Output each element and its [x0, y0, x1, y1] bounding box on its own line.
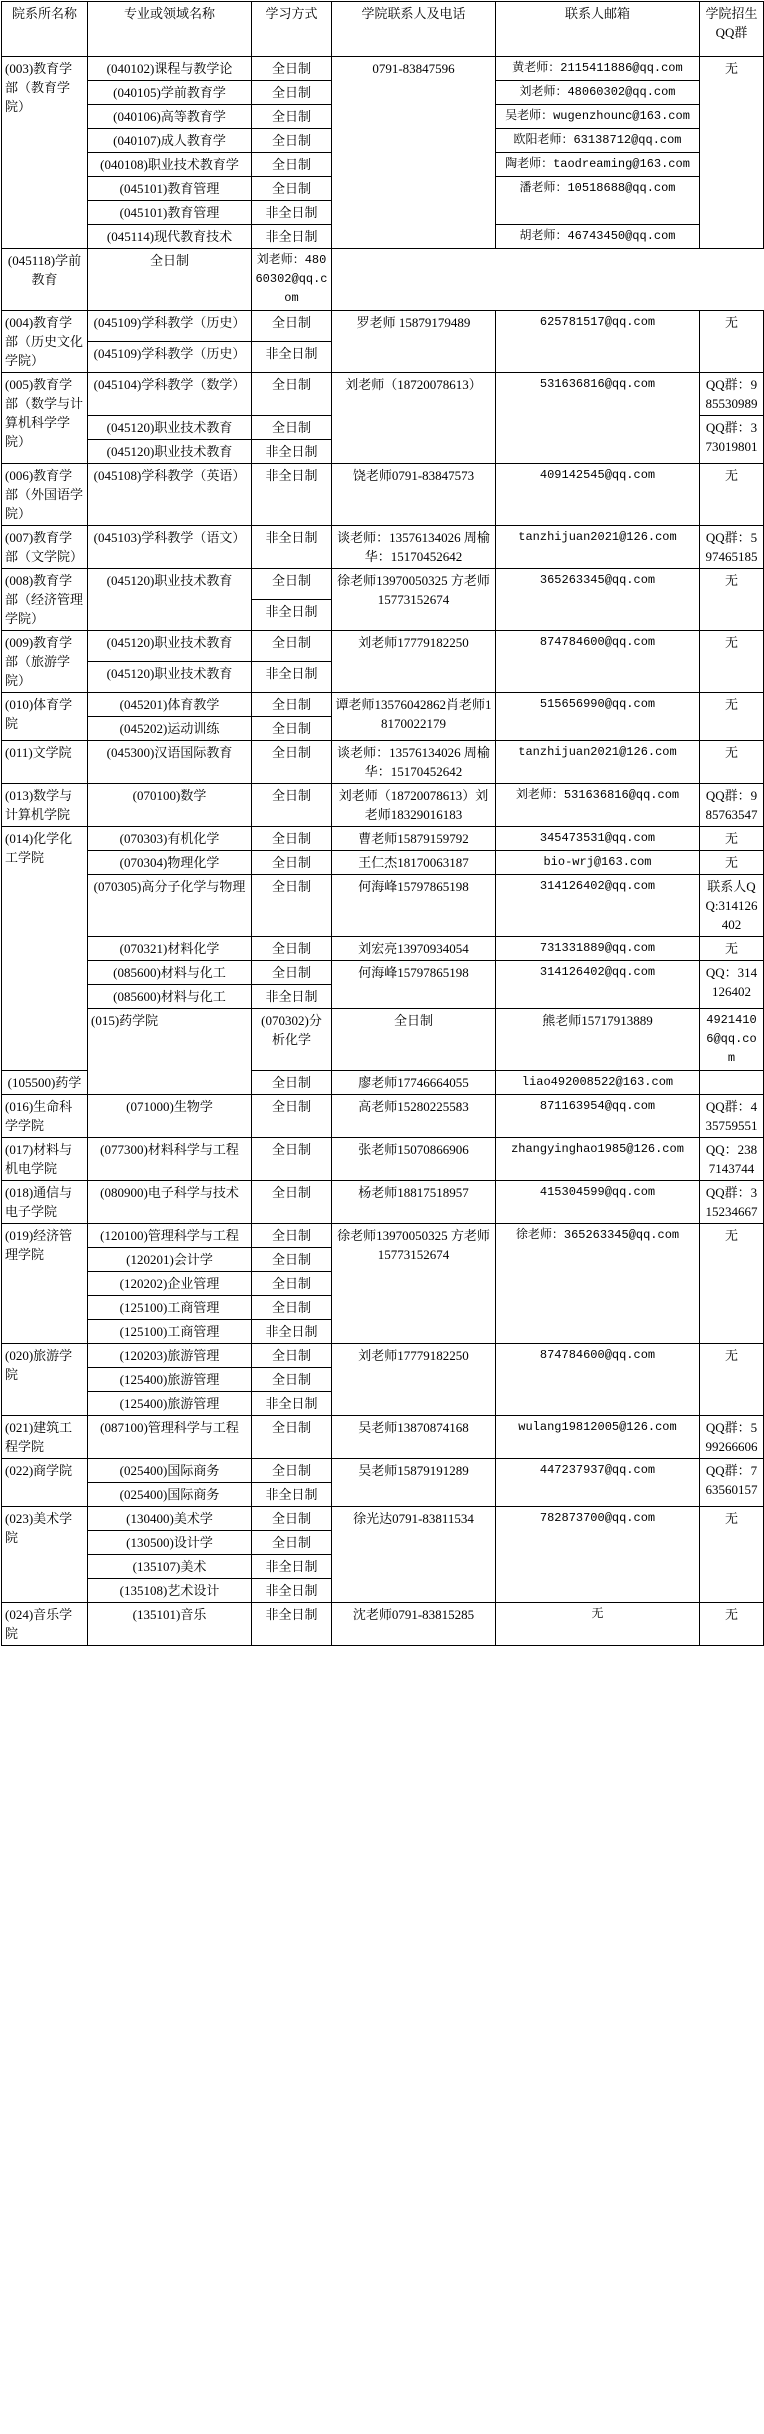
study-mode-cell: 非全日制 [252, 201, 332, 225]
email-cell: wulang19812005@126.com [496, 1416, 700, 1459]
major-cell: (071000)生物学 [88, 1095, 252, 1138]
qq-group-cell: QQ群：985763547 [700, 784, 764, 827]
major-cell: (045109)学科教学（历史） [88, 311, 252, 342]
qq-group-cell: QQ群：763560157 [700, 1459, 764, 1507]
study-mode-cell: 非全日制 [252, 464, 332, 526]
study-mode-cell: 非全日制 [252, 1320, 332, 1344]
table-row [2, 1344, 764, 1368]
contact-cell: 王仁杰18170063187 [332, 851, 496, 875]
major-cell: (080900)电子科学与技术 [88, 1181, 252, 1224]
qq-group-cell: 无 [700, 569, 764, 631]
email-cell: 871163954@qq.com [496, 1095, 700, 1138]
major-cell: (045300)汉语国际教育 [88, 741, 252, 784]
major-cell: (135101)音乐 [88, 1603, 252, 1646]
email-cell: 409142545@qq.com [496, 464, 700, 526]
study-mode-cell: 全日制 [252, 1368, 332, 1392]
table-row [2, 1095, 764, 1138]
study-mode-cell: 全日制 [252, 937, 332, 961]
qq-group-cell: QQ群：315234667 [700, 1181, 764, 1224]
college-cell: (013)数学与计算机学院 [2, 784, 88, 827]
study-mode-cell: 全日制 [332, 1009, 496, 1071]
college-cell: (010)体育学院 [2, 693, 88, 741]
study-mode-cell: 全日制 [252, 1272, 332, 1296]
major-cell: (120203)旅游管理 [88, 1344, 252, 1368]
major-cell: (125400)旅游管理 [88, 1392, 252, 1416]
study-mode-cell: 全日制 [252, 1181, 332, 1224]
major-cell: (070304)物理化学 [88, 851, 252, 875]
table-row [2, 851, 764, 875]
contact-cell: 刘宏亮13970934054 [332, 937, 496, 961]
email-cell: 782873700@qq.com [496, 1507, 700, 1603]
college-cell: (024)音乐学院 [2, 1603, 88, 1646]
study-mode-cell: 全日制 [252, 961, 332, 985]
qq-group-cell: 无 [700, 631, 764, 693]
contact-cell: 吴老师15879191289 [332, 1459, 496, 1507]
study-mode-cell: 非全日制 [252, 526, 332, 569]
header-contact: 学院联系人及电话 [332, 2, 496, 57]
college-cell: (003)教育学部（教育学院） [2, 57, 88, 249]
major-cell: (070100)数学 [88, 784, 252, 827]
study-mode-cell: 全日制 [252, 57, 332, 81]
college-cell: (011)文学院 [2, 741, 88, 784]
email-cell: 874784600@qq.com [496, 631, 700, 693]
contact-cell: 杨老师18817518957 [332, 1181, 496, 1224]
email-cell: 欧阳老师：63138712@qq.com [496, 129, 700, 153]
contact-cell: 刘老师17779182250 [332, 1344, 496, 1416]
table-row [2, 631, 764, 662]
email-cell: 314126402@qq.com [496, 961, 700, 1009]
major-cell: (125100)工商管理 [88, 1320, 252, 1344]
email-cell: 徐老师：365263345@qq.com [496, 1224, 700, 1344]
study-mode-cell: 非全日制 [252, 1483, 332, 1507]
table-row [2, 249, 764, 311]
major-cell: (130500)设计学 [88, 1531, 252, 1555]
study-mode-cell: 非全日制 [252, 985, 332, 1009]
table-row [2, 1459, 764, 1483]
header-row [2, 2, 764, 57]
major-cell: (045120)职业技术教育 [88, 440, 252, 464]
contact-cell: 谈老师：13576134026 周榆华：15170452642 [332, 526, 496, 569]
college-cell: (014)化学化工学院 [2, 827, 88, 1071]
study-mode-cell: 非全日制 [252, 1555, 332, 1579]
email-cell: 447237937@qq.com [496, 1459, 700, 1507]
email-cell: tanzhijuan2021@126.com [496, 741, 700, 784]
table-row [2, 875, 764, 937]
major-cell: (070321)材料化学 [88, 937, 252, 961]
major-cell: (077300)材料科学与工程 [88, 1138, 252, 1181]
contact-cell: 谭老师13576042862肖老师18170022179 [332, 693, 496, 741]
table-row [2, 937, 764, 961]
study-mode-cell: 非全日制 [252, 1392, 332, 1416]
major-cell: (120201)会计学 [88, 1248, 252, 1272]
qq-group-cell: 无 [700, 1344, 764, 1416]
table-row [2, 1507, 764, 1531]
major-cell: (040105)学前教育学 [88, 81, 252, 105]
table-row [2, 1603, 764, 1646]
qq-group-cell: QQ：2387143744 [700, 1138, 764, 1181]
table-row [2, 1138, 764, 1181]
major-cell: (087100)管理科学与工程 [88, 1416, 252, 1459]
table-row [2, 827, 764, 851]
qq-group-cell: QQ群：985530989 [700, 373, 764, 416]
contact-cell: 高老师15280225583 [332, 1095, 496, 1138]
college-cell: (017)材料与机电学院 [2, 1138, 88, 1181]
table-row [2, 1181, 764, 1224]
major-cell: (070305)高分子化学与物理 [88, 875, 252, 937]
email-cell: 49214106@qq.com [700, 1009, 764, 1071]
study-mode-cell: 全日制 [252, 129, 332, 153]
contact-cell: 饶老师0791-83847573 [332, 464, 496, 526]
study-mode-cell: 全日制 [252, 631, 332, 662]
major-cell: (125100)工商管理 [88, 1296, 252, 1320]
major-cell: (025400)国际商务 [88, 1483, 252, 1507]
major-cell: (045109)学科教学（历史） [88, 342, 252, 373]
contact-cell: 刘老师（18720078613） [332, 373, 496, 464]
major-cell: (045120)职业技术教育 [88, 416, 252, 440]
study-mode-cell: 非全日制 [252, 225, 332, 249]
major-cell: (025400)国际商务 [88, 1459, 252, 1483]
major-cell: (045108)学科教学（英语） [88, 464, 252, 526]
study-mode-cell: 全日制 [252, 851, 332, 875]
header-qq-group: 学院招生QQ群 [700, 2, 764, 57]
study-mode-cell: 全日制 [252, 784, 332, 827]
study-mode-cell: 全日制 [252, 741, 332, 784]
study-mode-cell: 全日制 [252, 153, 332, 177]
qq-group-cell: 无 [700, 57, 764, 249]
major-cell: (070302)分析化学 [252, 1009, 332, 1071]
study-mode-cell: 非全日制 [252, 1579, 332, 1603]
table-row [2, 526, 764, 569]
qq-group-cell: QQ：314126402 [700, 961, 764, 1009]
major-cell: (040102)课程与教学论 [88, 57, 252, 81]
contact-cell: 徐老师13970050325 方老师15773152674 [332, 1224, 496, 1344]
email-cell: 531636816@qq.com [496, 373, 700, 464]
qq-group-cell: 无 [700, 827, 764, 851]
qq-group-cell: 无 [700, 311, 764, 373]
table-row [2, 693, 764, 717]
study-mode-cell: 全日制 [252, 177, 332, 201]
study-mode-cell: 全日制 [252, 1248, 332, 1272]
email-cell: 415304599@qq.com [496, 1181, 700, 1224]
header-college: 院系所名称 [2, 2, 88, 57]
qq-group-cell: 无 [700, 851, 764, 875]
contact-cell: 0791-83847596 [332, 57, 496, 249]
study-mode-cell: 非全日制 [252, 342, 332, 373]
major-cell: (085600)材料与化工 [88, 985, 252, 1009]
study-mode-cell: 非全日制 [252, 600, 332, 631]
major-cell: (045104)学科教学（数学） [88, 373, 252, 416]
major-cell: (045120)职业技术教育 [88, 631, 252, 662]
study-mode-cell: 全日制 [252, 717, 332, 741]
study-mode-cell: 全日制 [252, 105, 332, 129]
college-cell: (023)美术学院 [2, 1507, 88, 1603]
email-cell: 365263345@qq.com [496, 569, 700, 631]
table-row [2, 311, 764, 342]
contact-cell: 曹老师15879159792 [332, 827, 496, 851]
study-mode-cell: 全日制 [252, 827, 332, 851]
study-mode-cell: 全日制 [252, 311, 332, 342]
college-cell: (004)教育学部（历史文化学院） [2, 311, 88, 373]
contact-cell: 廖老师17746664055 [332, 1071, 496, 1095]
study-mode-cell: 非全日制 [252, 1603, 332, 1646]
major-cell: (135107)美术 [88, 1555, 252, 1579]
major-cell: (130400)美术学 [88, 1507, 252, 1531]
qq-group-cell: 无 [700, 1507, 764, 1603]
email-cell: bio-wrj@163.com [496, 851, 700, 875]
major-cell: (040107)成人教育学 [88, 129, 252, 153]
study-mode-cell: 非全日制 [252, 662, 332, 693]
major-cell: (135108)艺术设计 [88, 1579, 252, 1603]
study-mode-cell: 全日制 [252, 569, 332, 600]
qq-group-cell: 无 [700, 1603, 764, 1646]
table-row [2, 741, 764, 784]
contact-cell: 谈老师：13576134026 周榆华：15170452642 [332, 741, 496, 784]
study-mode-cell: 全日制 [252, 1296, 332, 1320]
study-mode-cell: 全日制 [252, 373, 332, 416]
major-cell: (105500)药学 [2, 1071, 88, 1095]
qq-group-cell: 无 [700, 1224, 764, 1344]
admissions-contact-table [1, 1, 764, 1646]
email-cell: 874784600@qq.com [496, 1344, 700, 1416]
study-mode-cell: 全日制 [252, 1531, 332, 1555]
table-row [2, 57, 764, 81]
study-mode-cell: 全日制 [252, 1416, 332, 1459]
header-major: 专业或领域名称 [88, 2, 252, 57]
email-cell: 345473531@qq.com [496, 827, 700, 851]
college-cell: (006)教育学部（外国语学院） [2, 464, 88, 526]
table-row [2, 1224, 764, 1248]
study-mode-cell: 全日制 [252, 1071, 332, 1095]
major-cell: (045114)现代教育技术 [88, 225, 252, 249]
study-mode-cell: 全日制 [252, 1344, 332, 1368]
study-mode-cell: 全日制 [88, 249, 252, 311]
qq-group-cell: 无 [700, 937, 764, 961]
college-cell: (018)通信与电子学院 [2, 1181, 88, 1224]
major-cell: (045103)学科教学（语文） [88, 526, 252, 569]
qq-group-cell: 无 [700, 741, 764, 784]
major-cell: (120202)企业管理 [88, 1272, 252, 1296]
college-cell: (022)商学院 [2, 1459, 88, 1507]
major-cell: (045120)职业技术教育 [88, 569, 252, 631]
header-study-mode: 学习方式 [252, 2, 332, 57]
college-cell: (008)教育学部（经济管理学院） [2, 569, 88, 631]
study-mode-cell: 非全日制 [252, 440, 332, 464]
study-mode-cell: 全日制 [252, 875, 332, 937]
major-cell: (045118)学前教育 [2, 249, 88, 311]
email-cell: liao492008522@163.com [496, 1071, 700, 1095]
email-cell: 刘老师：48060302@qq.com [252, 249, 332, 311]
contact-cell: 徐光达0791-83811534 [332, 1507, 496, 1603]
study-mode-cell: 全日制 [252, 1138, 332, 1181]
email-cell: 314126402@qq.com [496, 875, 700, 937]
qq-group-cell: QQ群：597465185 [700, 526, 764, 569]
table-row [2, 784, 764, 827]
qq-group-cell: QQ群：435759551 [700, 1095, 764, 1138]
email-cell: 吴老师：wugenzhounc@163.com [496, 105, 700, 129]
study-mode-cell: 全日制 [252, 1507, 332, 1531]
contact-cell: 罗老师 15879179489 [332, 311, 496, 373]
email-cell: 625781517@qq.com [496, 311, 700, 373]
contact-cell: 何海峰15797865198 [332, 961, 496, 1009]
table-row [2, 569, 764, 600]
email-cell: 731331889@qq.com [496, 937, 700, 961]
qq-group-cell: 无 [700, 693, 764, 741]
qq-group-cell: 联系人QQ:314126402 [700, 875, 764, 937]
study-mode-cell: 全日制 [252, 416, 332, 440]
contact-cell: 刘老师17779182250 [332, 631, 496, 693]
email-cell: 黄老师：2115411886@qq.com [496, 57, 700, 81]
study-mode-cell: 全日制 [252, 1095, 332, 1138]
email-cell: zhangyinghao1985@126.com [496, 1138, 700, 1181]
major-cell: (045101)教育管理 [88, 201, 252, 225]
study-mode-cell: 全日制 [252, 1459, 332, 1483]
contact-cell: 刘老师（18720078613）刘老师18329016183 [332, 784, 496, 827]
contact-cell: 吴老师13870874168 [332, 1416, 496, 1459]
contact-cell: 何海峰15797865198 [332, 875, 496, 937]
qq-group-cell: QQ群：599266606 [700, 1416, 764, 1459]
contact-cell: 沈老师0791-83815285 [332, 1603, 496, 1646]
college-cell: (016)生命科学学院 [2, 1095, 88, 1138]
major-cell: (085600)材料与化工 [88, 961, 252, 985]
contact-cell: 徐老师13970050325 方老师15773152674 [332, 569, 496, 631]
college-cell: (021)建筑工程学院 [2, 1416, 88, 1459]
email-cell: tanzhijuan2021@126.com [496, 526, 700, 569]
study-mode-cell: 全日制 [252, 81, 332, 105]
major-cell: (040108)职业技术教育学 [88, 153, 252, 177]
email-cell: 潘老师：10518688@qq.com [496, 177, 700, 225]
major-cell: (045120)职业技术教育 [88, 662, 252, 693]
table-row [2, 1009, 764, 1071]
qq-group-cell: 无 [700, 464, 764, 526]
email-cell: 胡老师：46743450@qq.com [496, 225, 700, 249]
major-cell: (125400)旅游管理 [88, 1368, 252, 1392]
header-email: 联系人邮箱 [496, 2, 700, 57]
college-cell: (019)经济管理学院 [2, 1224, 88, 1344]
study-mode-cell: 全日制 [252, 1224, 332, 1248]
contact-cell: 熊老师15717913889 [496, 1009, 700, 1071]
major-cell: (040106)高等教育学 [88, 105, 252, 129]
table-row [2, 464, 764, 526]
college-cell: (007)教育学部（文学院） [2, 526, 88, 569]
college-cell: (015)药学院 [88, 1009, 252, 1095]
table-body [2, 57, 764, 1646]
table-row [2, 373, 764, 416]
college-cell: (020)旅游学院 [2, 1344, 88, 1416]
study-mode-cell: 全日制 [252, 693, 332, 717]
email-cell: 515656990@qq.com [496, 693, 700, 741]
email-cell: 陶老师：taodreaming@163.com [496, 153, 700, 177]
college-cell: (009)教育学部（旅游学院） [2, 631, 88, 693]
college-cell: (005)教育学部（数学与计算机科学学院） [2, 373, 88, 464]
major-cell: (070303)有机化学 [88, 827, 252, 851]
email-cell: 刘老师：531636816@qq.com [496, 784, 700, 827]
major-cell: (045202)运动训练 [88, 717, 252, 741]
major-cell: (045101)教育管理 [88, 177, 252, 201]
email-cell: 无 [496, 1603, 700, 1646]
contact-cell: 张老师15070866906 [332, 1138, 496, 1181]
qq-group-cell: QQ群：373019801 [700, 416, 764, 464]
email-cell: 刘老师：48060302@qq.com [496, 81, 700, 105]
table-row [2, 961, 764, 985]
table-row [2, 1416, 764, 1459]
major-cell: (120100)管理科学与工程 [88, 1224, 252, 1248]
major-cell: (045201)体育教学 [88, 693, 252, 717]
